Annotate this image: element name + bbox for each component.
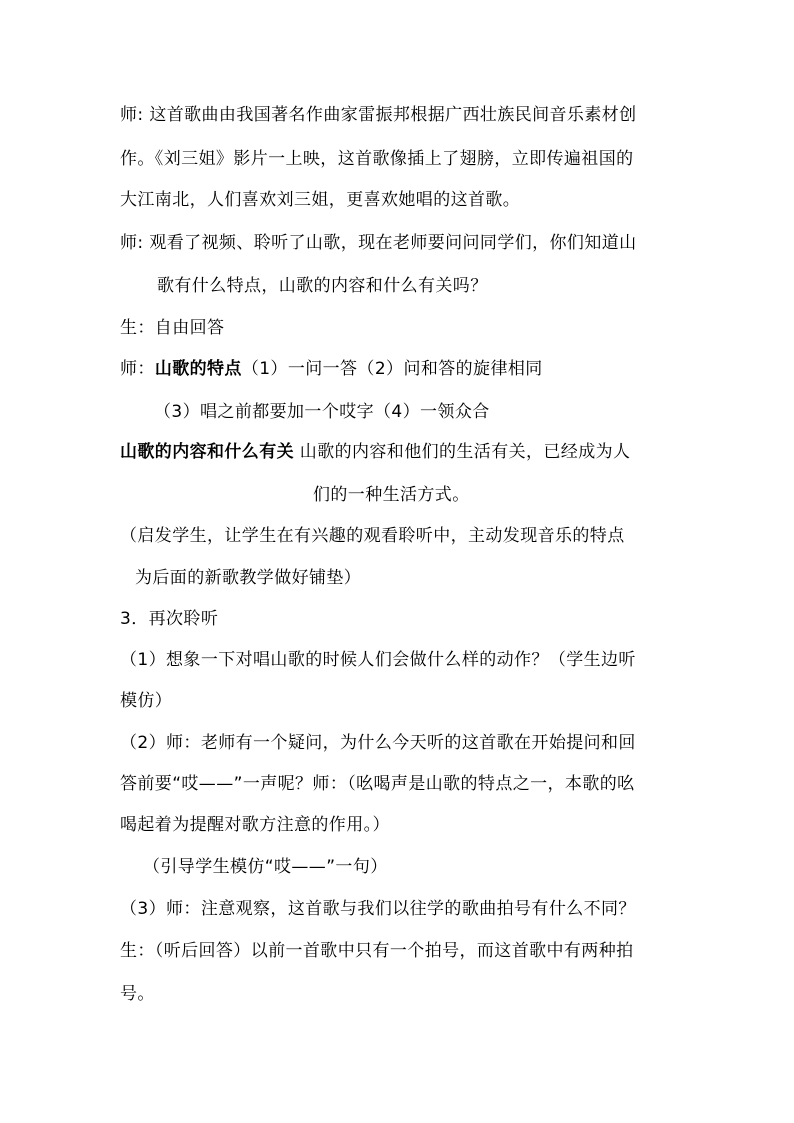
paragraph-line-11: （启发学生，让学生在有兴趣的观看聆听中，主动发现音乐的特点 bbox=[120, 526, 625, 546]
song-features-list: （1）一问一答（2）问和答的旋律相同 bbox=[241, 359, 543, 379]
paragraph-line-6: 生：自由回答 bbox=[120, 318, 225, 338]
song-content-text: 山歌的内容和他们的生活有关，已经成为人 bbox=[294, 442, 631, 462]
section-heading-replay: 3．再次聆听 bbox=[120, 609, 219, 629]
paragraph-line-12: 为后面的新歌教学做好铺垫） bbox=[135, 568, 362, 588]
paragraph-line-1: 师: 这首歌曲由我国著名作曲家雷振邦根据广西壮族民间音乐素材创 bbox=[120, 105, 637, 125]
paragraph-line-15: 模仿） bbox=[120, 691, 173, 711]
paragraph-line-20: （3）师：注意观察，这首歌与我们以往学的歌曲拍号有什么不同？ bbox=[120, 899, 636, 919]
teacher-prefix: 师： bbox=[120, 359, 155, 379]
song-features-heading: 山歌的特点 bbox=[154, 359, 242, 379]
paragraph-line-19: （引导学生模仿“哎——”一句） bbox=[143, 857, 388, 877]
paragraph-line-22: 号。 bbox=[120, 984, 155, 1004]
paragraph-line-2: 作。《刘三姐》影片一上映，这首歌像插上了翅膀，立即传遍祖国的 bbox=[120, 149, 634, 169]
paragraph-line-4: 师: 观看了视频、聆听了山歌，现在老师要问问同学们，你们知道山 bbox=[120, 233, 637, 253]
paragraph-line-18: 喝起着为提醒对歌方注意的作用。） bbox=[120, 815, 390, 835]
paragraph-line-10: 们的一种生活方式。 bbox=[313, 485, 470, 505]
paragraph-line-9 bbox=[120, 441, 630, 463]
paragraph-line-17: 答前要“哎——”一声呢？师：（吆喝声是山歌的特点之一，本歌的吆 bbox=[120, 774, 635, 794]
paragraph-line-5: 歌有什么特点，山歌的内容和什么有关吗？ bbox=[157, 276, 488, 296]
paragraph-line-16: （2）师：老师有一个疑问，为什么今天听的这首歌在开始提问和回 bbox=[120, 733, 636, 753]
paragraph-line-7 bbox=[120, 358, 543, 380]
paragraph-line-14: （1）想象一下对唱山歌的时候人们会做什么样的动作？（学生边听 bbox=[120, 650, 636, 670]
paragraph-line-8: （3）唱之前都要加一个哎字（4）一领众合 bbox=[154, 402, 490, 422]
song-content-heading: 山歌的内容和什么有关 bbox=[120, 442, 294, 462]
paragraph-line-3: 大江南北，人们喜欢刘三姐，更喜欢她唱的这首歌。 bbox=[120, 190, 521, 210]
paragraph-line-21: 生：（听后回答）以前一首歌中只有一个拍号，而这首歌中有两种拍 bbox=[120, 941, 634, 961]
